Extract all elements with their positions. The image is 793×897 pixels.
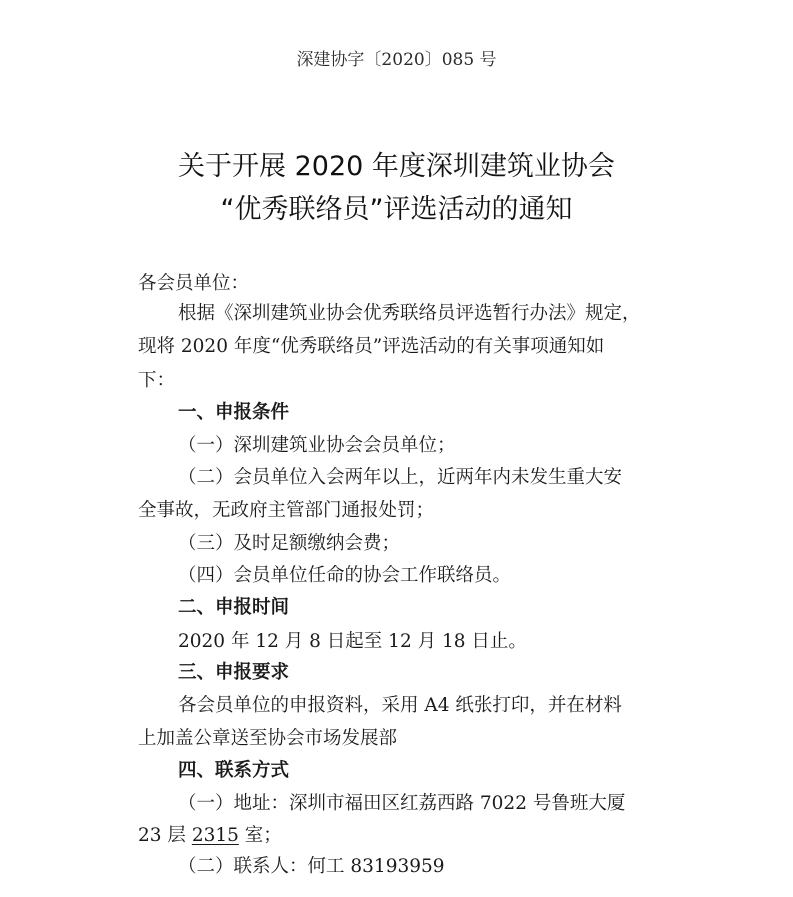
section-heading-contact: 四、联系方式 bbox=[178, 760, 290, 781]
condition-item-4: （四）会员单位任命的协会工作联络员。 bbox=[178, 565, 512, 586]
condition-item-1: （一）深圳建筑业协会会员单位； bbox=[178, 435, 456, 456]
section-heading-time: 二、申报时间 bbox=[178, 597, 290, 618]
address-line-1: （一）地址：深圳市福田区红荔西路 7022 号鲁班大厦 bbox=[178, 793, 626, 814]
condition-item-2-line-1: （二）会员单位入会两年以上，近两年内未发生重大安 bbox=[178, 467, 623, 488]
document-number: 深建协字〔2020〕085 号 bbox=[296, 50, 497, 70]
salutation: 各会员单位： bbox=[138, 273, 250, 294]
address-room-suffix: 室； bbox=[238, 825, 282, 846]
requirements-line-2: 上加盖公章送至协会市场发展部 bbox=[138, 728, 398, 749]
document-title-line-2: “优秀联络员”评选活动的通知 bbox=[220, 194, 573, 225]
document-title-line-1: 关于开展 2020 年度深圳建筑业协会 bbox=[178, 151, 615, 182]
section-heading-conditions: 一、申报条件 bbox=[178, 402, 290, 423]
application-period: 2020 年 12 月 8 日起至 12 月 18 日止。 bbox=[178, 631, 527, 652]
condition-item-2-line-2: 全事故，无政府主管部门通报处罚； bbox=[138, 500, 435, 521]
intro-line-2: 现将 2020 年度“优秀联络员”评选活动的有关事项通知如 bbox=[138, 336, 605, 357]
address-line-2 bbox=[138, 824, 282, 848]
intro-line-1: 根据《深圳建筑业协会优秀联络员评选暂行办法》规定， bbox=[178, 303, 641, 324]
condition-item-3: （三）及时足额缴纳会费； bbox=[178, 533, 401, 554]
contact-person: （二）联系人：何工 83193959 bbox=[178, 856, 445, 877]
intro-line-3: 下： bbox=[138, 370, 176, 391]
address-floor: 23 层 bbox=[138, 825, 192, 846]
section-heading-requirements: 三、申报要求 bbox=[178, 662, 290, 683]
requirements-line-1: 各会员单位的申报资料，采用 A4 纸张打印，并在材料 bbox=[178, 695, 622, 716]
address-room-number: 2315 bbox=[191, 825, 239, 846]
